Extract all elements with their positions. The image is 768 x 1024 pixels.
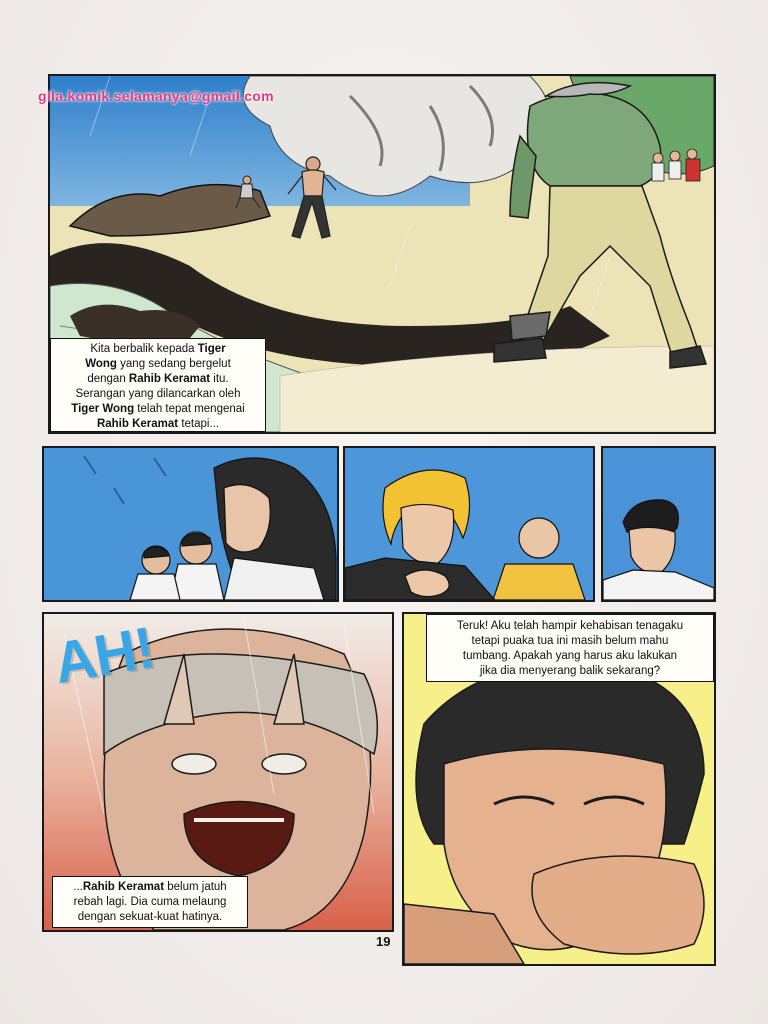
sfx-ah: AH!	[49, 614, 159, 697]
panel-screaming-monk	[42, 612, 394, 932]
narration-caption-2: ...Rahib Keramat belum jatuh rebah lagi. Dia cuma melaung dengan sekuat-kuat hatinya.	[52, 876, 248, 928]
young-fighter-art	[603, 448, 714, 600]
panel-onlookers-group	[42, 446, 339, 602]
thought-caption: Teruk! Aku telah hampir kehabisan tenagaku tetapi puaka tua ini masih belum mahu tumbang. Apakah yang harus aku lakukan jika dia menyerang balik sekarang?	[426, 614, 714, 682]
narration-caption-1: Kita berbalik kepada Tiger Wong yang sedang bergelut dengan Rahib Keramat itu. Serangan yang dilancarkan oleh Tiger Wong telah tepat mengenai Rahib Keramat tetapi...	[50, 338, 266, 432]
watermark: gila.komik.selamanya@gmail.com	[38, 88, 274, 104]
panel-young-fighter	[601, 446, 716, 602]
blond-monk-art	[345, 448, 593, 600]
page-number: 19	[376, 934, 391, 949]
onlookers-art	[44, 448, 337, 600]
panel-beach-battle	[48, 74, 716, 434]
panel-tiger-wong-thinking	[402, 612, 716, 966]
panel-blond-and-monk	[343, 446, 595, 602]
